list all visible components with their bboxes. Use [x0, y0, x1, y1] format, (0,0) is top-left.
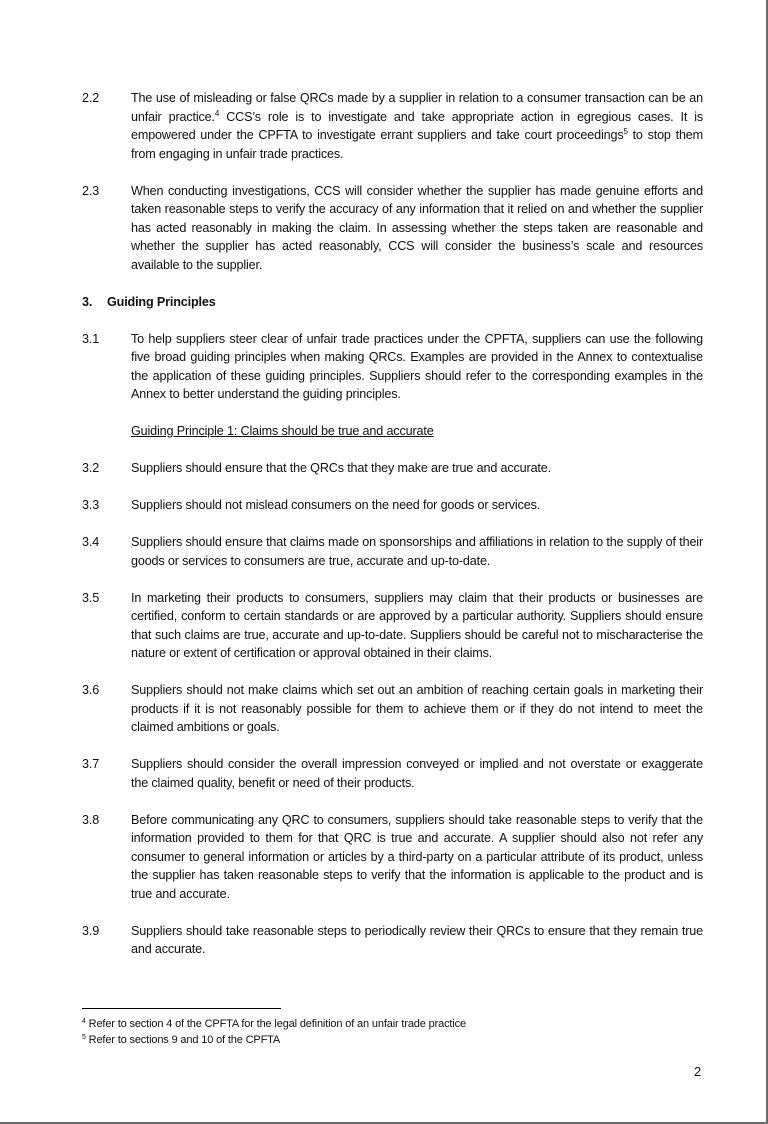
page-number: 2: [694, 1064, 702, 1079]
paragraph-text: Suppliers should consider the overall impression conveyed or implied and not overstate or exaggerate the claimed quality, benefit or need of their products.: [131, 757, 703, 790]
footnote-ref-4[interactable]: 4: [214, 108, 220, 118]
paragraph-number: 2.3: [82, 183, 100, 198]
footnote-ref-5[interactable]: 5: [623, 127, 628, 136]
paragraph-text: When conducting investigations, CCS will consider whether the supplier has made genuine efforts and taken reasonable steps to verify the accuracy of any information that it relied on and whether the supplier has acted reasonably in making the claim. In assessing whether the steps taken are reasonable and whether the supplier has acted reasonably, CCS will consider the business’s scale and resources available to the supplier.: [131, 183, 703, 272]
paragraph-number: 3.6: [82, 683, 100, 697]
paragraph-number: 3.7: [82, 757, 100, 771]
paragraph-number: 3.5: [82, 590, 100, 605]
paragraph-text: Before communicating any QRC to consumers, suppliers should take reasonable steps to verify that the information provided to them for that QRC is true and accurate. A supplier should also not refer any consumer to general information or articles by a third-party on a particular attribute of its product, unless the supplier has taken reasonable steps to verify that the information is applicable to the product and is true and accurate.: [131, 812, 703, 901]
section-heading: [82, 293, 703, 312]
paragraph-text: Suppliers should ensure that claims made on sponsorships and affiliations in relation to the supply of their goods or services to consumers are true, accurate and up-to-date.: [131, 535, 703, 568]
paragraph-text: Suppliers should take reasonable steps to periodically review their QRCs to ensure that they remain true and accurate.: [131, 923, 703, 956]
paragraph-2-3: [82, 182, 703, 275]
paragraph-number: 3.8: [82, 812, 100, 827]
paragraph-number: 3.4: [82, 535, 100, 549]
paragraph-3-5: [82, 589, 703, 663]
footnote-separator: [82, 1008, 281, 1009]
paragraph-number: 3.1: [82, 331, 100, 346]
page-body: [82, 89, 703, 977]
heading-title: Guiding Principles: [107, 294, 216, 309]
paragraph-text: Suppliers should not make claims which set out an ambition of reaching certain goals in marketing their products if it is not reasonably possible for them to achieve them or if they do not intend to meet the claimed ambitions or goals.: [131, 683, 703, 734]
paragraph-number: 3.3: [82, 498, 100, 512]
paragraph-number: 3.9: [82, 923, 100, 938]
paragraph-2-2: [82, 89, 703, 163]
paragraph-number: 2.2: [82, 91, 100, 105]
paragraph-3-7: [82, 755, 703, 792]
paragraph-3-4: [82, 533, 703, 570]
guiding-principle-heading: Guiding Principle 1: Claims should be true and accurate: [131, 424, 434, 438]
paragraph-3-8: [82, 811, 703, 904]
footnote-4: $^4$ Refer to section 4 of the CPFTA for the legal definition of an unfair trade practice: [82, 1018, 466, 1030]
heading-number: 3.: [82, 294, 93, 309]
paragraph-3-2: [82, 459, 703, 478]
paragraph-3-3: [82, 496, 703, 515]
paragraph-text: The use of misleading or false QRCs made by a supplier in relation to a consumer transaction can be an unfair practice.$^4$ CCS’s role is to investigate and take appropriate action in egregious cases. It is empowered under the CPFTA to investigate errant suppliers and take court proceedings$^5$ to stop them from engaging in unfair trade practices.: [131, 91, 704, 161]
paragraph-3-1: [82, 330, 703, 404]
paragraph-text: Suppliers should ensure that the QRCs that they make are true and accurate.: [131, 461, 551, 475]
paragraph-text: In marketing their products to consumers, suppliers may claim that their products or businesses are certified, conform to certain standards or are approved by a particular authority. Suppliers should ensure that such claims are true, accurate and up-to-date. Suppliers should be careful not to mischaracterise the nature or extent of certification or approval obtained in their claims.: [131, 590, 703, 660]
paragraph-text: Suppliers should not mislead consumers on the need for goods or services.: [131, 498, 541, 512]
footnote-5: $^5$ Refer to sections 9 and 10 of the CPFTA: [82, 1034, 281, 1046]
paragraph-text: To help suppliers steer clear of unfair trade practices under the CPFTA, suppliers can use the following five broad guiding principles when making QRCs. Examples are provided in the Annex to contextualise the application of these guiding principles. Suppliers should refer to the corresponding examples in the Annex to better understand the guiding principles.: [131, 331, 703, 401]
paragraph-3-6: [82, 681, 703, 737]
paragraph-number: 3.2: [82, 461, 100, 475]
paragraph-3-9: [82, 922, 703, 959]
footnotes: [82, 1016, 703, 1048]
